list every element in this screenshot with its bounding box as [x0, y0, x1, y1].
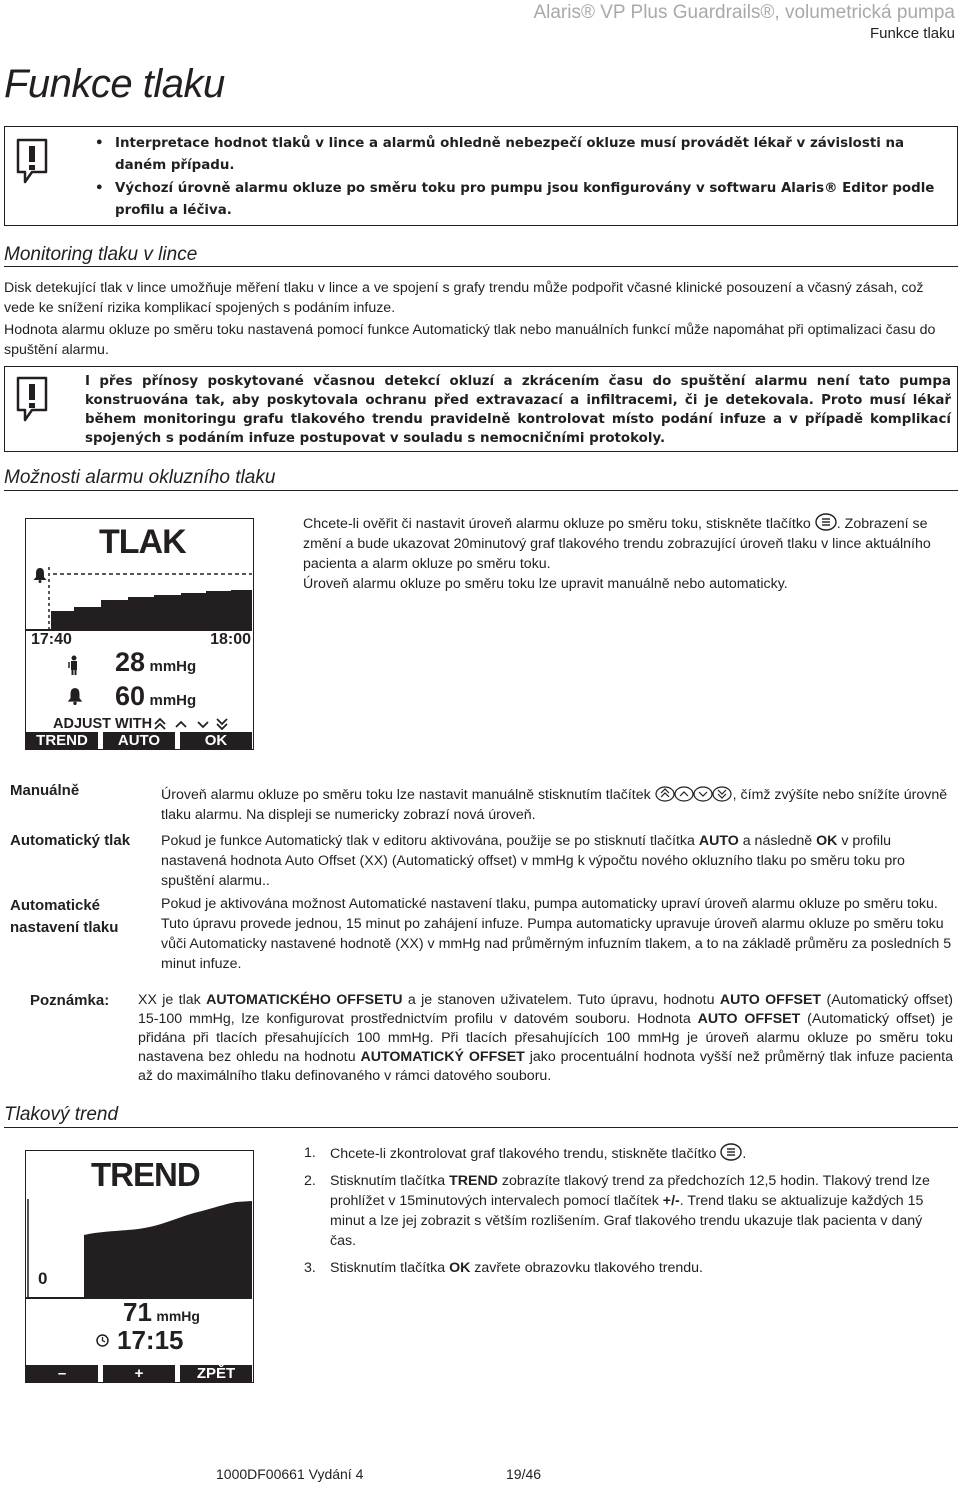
step-2-t2: zobrazíte tlakový trend za předchozích 12,5 hodin. Tlakový trend lze prohlížet v 15minutových intervalech pomocí tlačítek — [330, 1173, 930, 1209]
list-item — [304, 1171, 934, 1251]
pressure-trend-graph — [26, 567, 252, 629]
alarm-text-2: Úroveň alarmu okluze po směru toku lze upravit manuálně nebo automaticky. — [303, 576, 788, 592]
def-auto-b2: OK — [816, 833, 838, 849]
step-number: 2. — [304, 1173, 316, 1189]
step-number: 1. — [304, 1145, 316, 1161]
note-b3: AUTO OFFSET — [697, 1011, 801, 1027]
back-softkey[interactable]: ZPĚT — [175, 1365, 252, 1382]
ok-softkey[interactable]: OK — [175, 732, 252, 749]
section-title: Funkce tlaku — [869, 25, 955, 42]
def-auto-adjust-text: Pokud je aktivována možnost Automatické nastavení tlaku, pumpa automaticky upraví úroveň alarmu okluze po směru toku. Tuto úpravu provede jednou, 15 minut po zahájení infuze. Pumpa automaticky upravuje úroveň alarmu okluze po směru toku vůči Automaticky nastavené hodnotě (XX) v mmHg nad průměrným infuzním tlakem, a to na základě průměru za posledních 5 minut infuze. — [161, 896, 952, 972]
menu-button-icon — [815, 513, 837, 531]
trend-screen — [25, 1150, 254, 1383]
trend-zero: 0 — [38, 1269, 48, 1288]
step-1-t1: Chcete-li zkontrolovat graf tlakového trendu, stiskněte tlačítko — [330, 1146, 717, 1162]
page-title: Funkce tlaku — [4, 62, 225, 106]
step-2-b1: TREND — [449, 1173, 498, 1189]
adjust-buttons-icon — [655, 786, 733, 802]
note-b4: AUTOMATICKÝ OFFSET — [360, 1049, 525, 1065]
def-label-auto-adjust-1: Automatické — [10, 897, 101, 914]
monitoring-heading: Monitoring tlaku v lince — [4, 244, 198, 265]
def-auto-b1: AUTO — [698, 833, 739, 849]
adjust-label: ADJUST WITH — [53, 716, 153, 732]
alarm-options-heading: Možnosti alarmu okluzního tlaku — [4, 467, 276, 488]
screen-title: TLAK — [99, 523, 186, 561]
alarm-text-1a: Chcete-li ověřit či nastavit úroveň alarmu okluze po směru toku, stiskněte tlačítko — [303, 516, 811, 532]
trend-pressure-value: 71 — [123, 1297, 152, 1327]
trend-time: 17:15 — [117, 1325, 184, 1355]
menu-button-icon — [720, 1143, 742, 1161]
trend-softkey[interactable]: TREND — [36, 732, 88, 749]
monitoring-para-1: Disk detekující tlak v lince umožňuje měření tlaku v lince a ve spojení s grafy trendu může podpořit včasné klinické posouzení a včasný zásah, což vede ke snížení rizika komplikací spojených s podáním infuze. — [4, 280, 924, 316]
trend-screen-title: TREND — [91, 1156, 200, 1193]
warning-icon — [15, 375, 49, 423]
patient-icon — [68, 655, 80, 675]
product-title: Alaris® VP Plus Guardrails®, volumetrická pumpa — [533, 2, 955, 23]
clock-icon — [96, 1334, 109, 1347]
trend-pressure-unit: mmHg — [156, 1308, 200, 1324]
def-label-auto-adjust-2: nastavení tlaku — [10, 919, 119, 936]
screen-button-bar — [26, 732, 252, 749]
time-end: 18:00 — [210, 631, 251, 648]
warning-box-1 — [4, 126, 958, 226]
note-label: Poznámka: — [30, 992, 110, 1009]
warning-box-2 — [4, 366, 958, 452]
trend-heading: Tlakový trend — [4, 1104, 119, 1125]
def-auto-t2: a následně — [738, 833, 817, 849]
pressure-unit: mmHg — [149, 658, 197, 675]
warning-icon — [15, 137, 49, 185]
def-auto-t1: Pokud je funkce Automatický tlak v editoru aktivována, použije se po stisknutí tlačítka — [161, 833, 699, 849]
bullet-icon: • — [95, 136, 104, 151]
minus-softkey[interactable]: – — [57, 1365, 67, 1382]
pressure-screen — [25, 518, 254, 750]
list-item — [304, 1258, 934, 1278]
step-2-b2: +/- — [662, 1193, 680, 1209]
divider — [4, 490, 958, 491]
def-manual-text-b: , čímž zvýšíte nebo snížíte úrovně tlaku alarmu. Na displeji se numericky zobrazí nová úroveň. — [161, 787, 948, 823]
trend-graph — [26, 1199, 252, 1297]
bell-icon — [66, 687, 84, 705]
step-2-t1: Stisknutím tlačítka — [330, 1173, 450, 1189]
note-t5: jako procentuální hodnota vyšší než průměrný tlak infuze pacienta až do maximálního tlaku definovaného v rámci datového souboru. — [138, 1049, 953, 1084]
time-start: 17:40 — [31, 631, 72, 648]
note-b1: AUTOMATICKÉHO OFFSETU — [206, 992, 403, 1008]
note-b2: AUTO OFFSET — [719, 992, 822, 1008]
pressure-value: 28 — [115, 647, 146, 677]
warning-bullet-1: Interpretace hodnot tlaků v lince a alarmů ohledně nebezpečí okluze musí provádět lékař v závislosti na daném případu. — [115, 136, 905, 173]
trend-button-bar — [26, 1365, 252, 1382]
divider — [4, 1127, 958, 1128]
warning-bullet-2: Výchozí úrovně alarmu okluze po směru toku pro pumpu jsou konfigurovány v softwaru Alaris® Editor podle profilu a léčiva. — [115, 181, 935, 218]
def-manual-text-a: Úroveň alarmu okluze po směru toku lze nastavit manuálně stisknutím tlačítek — [161, 787, 651, 803]
step-3-t2: zavřete obrazovku tlakového trendu. — [470, 1260, 703, 1276]
step-1-t2: . — [742, 1146, 747, 1162]
note-t3: (Automatický offset) 15-100 mmHg, lze konfigurovat prostřednictvím profilu v datovém souboru. Hodnota — [138, 992, 953, 1027]
footer-doc-id: 1000DF00661 Vydání 4 — [216, 1466, 364, 1482]
step-3-t1: Stisknutím tlačítka — [330, 1260, 450, 1276]
plus-softkey[interactable]: + — [98, 1365, 175, 1382]
note-t1: XX je tlak — [138, 992, 207, 1008]
note-t4: (Automatický offset) je přidána při tlacích přesahujících 100 mmHg. Při tlacích přesahujících 100 mmHg je úroveň alarmu okluze po směru toku nastavena bez ohledu na hodnotu — [138, 1011, 954, 1065]
def-label-auto-pressure: Automatický tlak — [10, 832, 131, 849]
list-item — [304, 1143, 934, 1164]
alarm-value: 60 — [115, 681, 146, 711]
alarm-text-1b: . Zobrazení se změní a bude ukazovat 20minutový graf tlakového trendu zobrazující úroveň tlaku v lince aktuálního pacienta a alarm okluze po směru toku. — [303, 516, 931, 572]
divider — [4, 266, 958, 267]
adjust-arrows-icon — [153, 718, 229, 730]
warning-2-text: I přes přínosy poskytované včasnou detekcí okluzí a zkrácením času do spuštění alarmu není tato pumpa konstruována tak, aby poskytovala ochranu před extravazací a infiltracemi, či je detekovala. Proto musí lékař během monitoringu grafu tlakového trendu pravidelně kontrolovat místo podání infuze a v případě komplikací spojených s podáním infuze postupovat v souladu s nemocničními protokoly. — [85, 374, 951, 446]
step-2-t3: . Trend tlaku se aktualizuje každých 15 minut a lze jej zobrazit s větším rozlišením. Graf tlakového trendu ukazuje tlak pacienta v daný čas. — [330, 1193, 924, 1249]
def-label-manual: Manuálně — [10, 782, 80, 799]
step-number: 3. — [304, 1260, 316, 1276]
alarm-unit: mmHg — [149, 692, 197, 709]
trend-steps — [304, 1143, 934, 1285]
note-t2: a je stanoven uživatelem. Tuto úpravu, hodnotu — [402, 992, 720, 1008]
step-3-b1: OK — [449, 1260, 471, 1276]
monitoring-para-2: Hodnota alarmu okluze po směru toku nastavená pomocí funkce Automatický tlak nebo manuálních funkcí může napomáhat při optimalizaci času do spuštění alarmu. — [4, 322, 936, 358]
footer-page-number: 19/46 — [506, 1466, 542, 1482]
bullet-icon: • — [95, 181, 104, 196]
auto-softkey[interactable]: AUTO — [98, 732, 175, 749]
def-auto-t3: v profilu nastavená hodnota Auto Offset (XX) (Automatický offset) v mmHg k výpočtu nového okluzního tlaku po směru toku pro spuštění alarmu.. — [161, 833, 905, 889]
